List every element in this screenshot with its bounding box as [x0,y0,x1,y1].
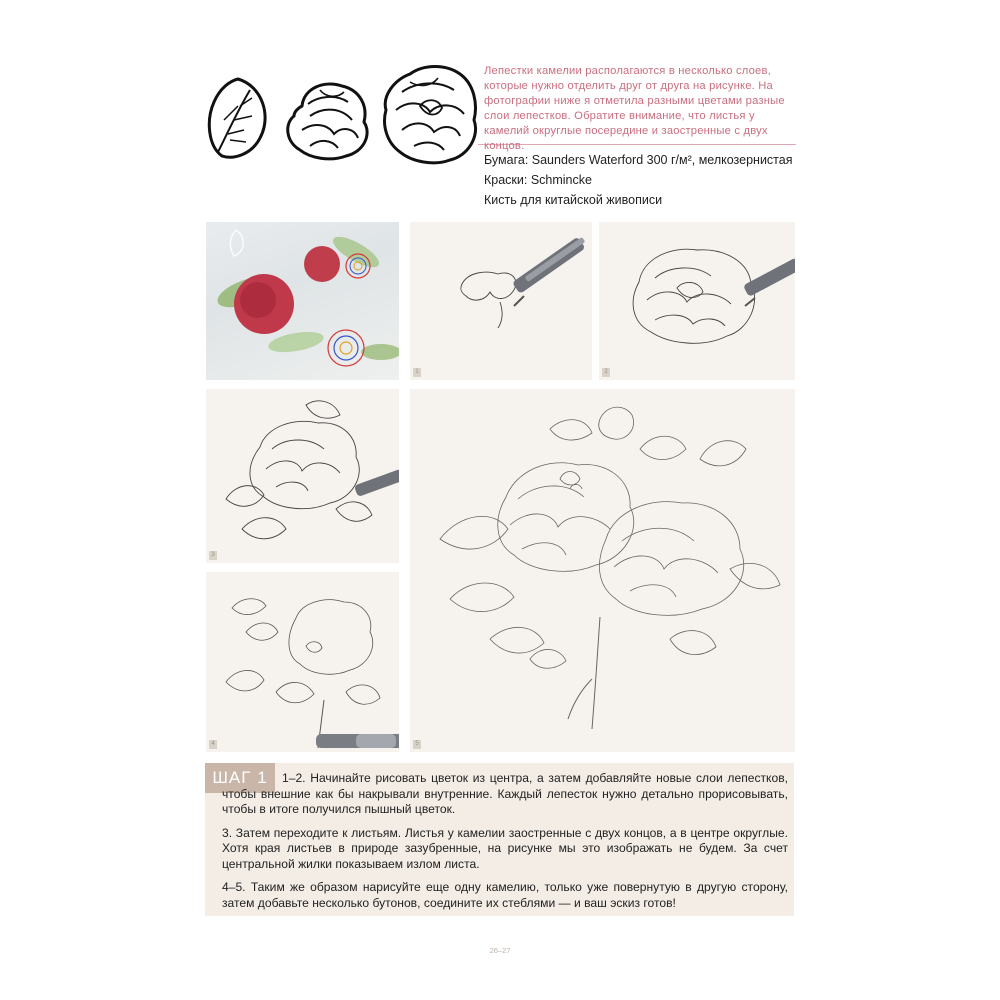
camellia-photo [206,222,399,380]
step-panel-3 [206,389,399,563]
panel-number: 5 [413,740,421,749]
step-paragraph-2: 3. Затем переходите к листьям. Листья у камелии заостренные с двух концов, а в центре округлые. Хотя края листьев в природе зазубренные, на рисунке мы это изображать не будем. За счет центральной жилки показываем излом листа. [222,825,788,871]
step-paragraph-3: 4–5. Таким же образом нарисуйте еще одну камелию, только уже повернутую в другую сторону, затем добавьте несколько бутонов, соедините их стеблями — и ваш эскиз готов! [222,880,788,910]
step-instructions [222,771,788,919]
panel-number: 2 [602,368,610,377]
materials-paints: Краски: Schmincke [484,173,592,187]
panel-number: 3 [209,551,217,560]
page-number: 26–27 [489,946,511,955]
step-panel-5 [410,389,795,752]
materials-paper: Бумага: Saunders Waterford 300 г/м², мелкозернистая [484,153,793,167]
step-panel-2 [599,222,795,380]
step-paragraph-1: 1–2. Начинайте рисовать цветок из центра, а затем добавляйте новые слои лепестков, чтобы внешние как бы накрывали внутренние. Каждый лепесток нужно детально прорисовывать, чтобы в итоге получился пышный цветок. [222,771,788,816]
intro-text: Лепестки камелии располагаются в несколько слоев, которые нужно отделить друг от друга на рисунке. На фотографии ниже я отметила разными цветами разные слои лепестков. Обратите внимание, что листья у камелий округлые посередине и заостренные с двух концов. [484,65,785,152]
materials-brush: Кисть для китайской живописи [484,193,663,207]
step-panel-4 [206,572,399,752]
flower-sketch [380,62,480,166]
leaf-sketch [204,76,272,162]
bud-sketch [280,76,376,162]
panel-number: 1 [413,368,421,377]
panel-number: 4 [209,740,217,749]
step-panel-1 [410,222,592,380]
materials-list [484,150,804,210]
step-tag: ШАГ 1 [205,763,275,793]
